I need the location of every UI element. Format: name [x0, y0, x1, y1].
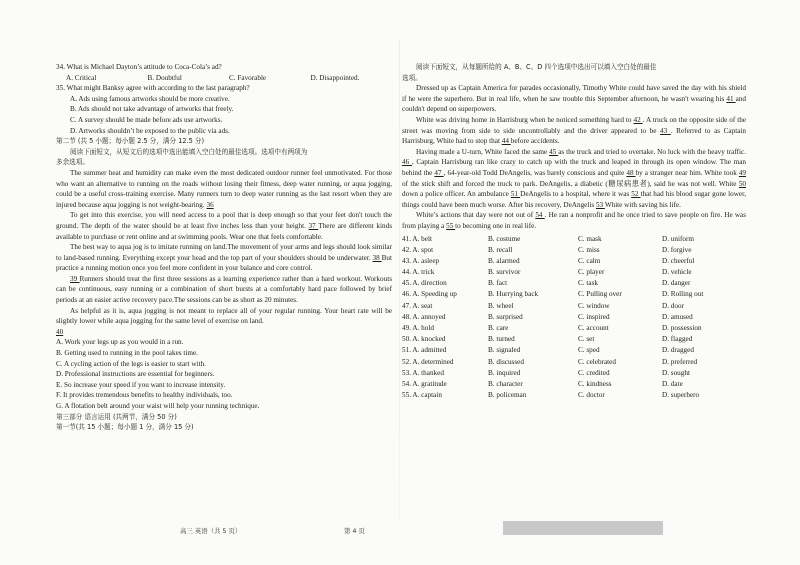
- bank-row-53: 53. A. thanked B. inquired C. credited D. sought: [402, 368, 690, 377]
- redaction-bar: [503, 521, 663, 535]
- left-column: [56, 62, 392, 433]
- blank-50: 50: [738, 179, 747, 188]
- bank-row-41: 41. A. belt B. costume C. mask D. uniform: [402, 234, 694, 243]
- cloze-instruction-1: 阅读下面短文，从每题所给的 A、B、C、D 四个选项中选出可以填入空白处的最佳: [416, 63, 657, 71]
- section2-heading: 第二节 (共 5 小题；每小题 2.5 分，满分 12.5 分): [56, 137, 205, 146]
- choice-a: A. Work your legs up as you would in a run.: [56, 338, 184, 347]
- blank-43: 43: [660, 126, 671, 135]
- part3-subheading: 第一节(共 15 小题；每小题 1 分，满分 15 分): [56, 423, 194, 432]
- section2-instruction-1: 阅读下面短文，从短文后的选项中选出能填入空白处的最佳选项。选项中有两项为: [70, 147, 308, 156]
- choice-g: G. A flotation belt around your waist will help your running technique.: [56, 402, 260, 410]
- q34-options: [56, 73, 392, 84]
- blank-54: 54: [535, 211, 545, 220]
- section2-instruction-2: 多余选项。: [56, 158, 89, 167]
- bank-row-55: 55. A. captain B. policeman C. doctor D. superhero: [402, 391, 700, 400]
- blank-51: 51: [510, 190, 521, 199]
- bank-row-52: 52. A. determined B. discussed C. celebrated D. preferred: [402, 357, 698, 366]
- q35-option-b: B. Ads should not take advantage of artworks that freely.: [70, 105, 234, 114]
- passage-paragraph-4: 39 Runners should treat the first three sessions as a learning experience rather than a hard workout. Workouts can be continuous, easy running or a combination of short bursts at a comfortably hard pace followed by brief periods at an easier active recovery pace.The sessions can be as short as 20 minutes.: [56, 274, 393, 305]
- blank-47: 47: [434, 168, 444, 177]
- passage-paragraph-3: The best way to aqua jog is to imitate running on land.The movement of your arms and legs should look similar to land-based running. Everything except your head and the top part of your shoulders should be underwater. 38 But practice a running motion once you feel more confident in your balance and core control.: [56, 243, 393, 273]
- bank-row-51: 51. A. admitted B. signaled C. sped D. dragged: [402, 346, 694, 355]
- q34-option-b: B. Doubtful: [147, 73, 182, 82]
- choice-f: F. It provides tremendous benefits to healthy individuals, too.: [56, 391, 233, 400]
- footer-page-number: 第 4 页: [344, 527, 365, 535]
- bank-row-46: 46. A. Speeding up B. Hurrying back C. Pulling over D. Rolling out: [402, 290, 704, 299]
- footer-subject: 高三 英语（共 5 页）: [180, 527, 242, 535]
- passage-paragraph-1: The summer heat and humidity can make even the most dedicated outdoor runner feel unmotivated. For those who want an alternative to running on the roads without losing their fitness, deep water running, or aqua jogging, could be a useful cross-training exercise. Many runners turn to deep water running as the last resort when they are injured because aqua jogging is not weight-bearing. 36: [56, 168, 392, 209]
- blank-36: 36: [206, 200, 214, 209]
- blank-44: 44: [501, 137, 511, 146]
- q34-stem: 34. What is Michael Dayton’s attitude to Coca-Cola’s ad?: [56, 63, 222, 71]
- bank-row-54: 54. A. gratitude B. character C. kindness D. date: [402, 379, 683, 388]
- q35-option-c: C. A survey should be made before ads use artworks.: [70, 115, 223, 124]
- blank-53: 53: [595, 200, 605, 209]
- choice-d: D. Professional instructions are essential for beginners.: [56, 370, 215, 379]
- passage-paragraph-2: To get into this exercise, you will need access to a pool that is deep enough so that your feet don't touch the ground. The depth of the water should be at least five inches less than your height. 37 There are different kinds available to purchase or rent online and at swimming pools. Wear one that feels comfortable.: [56, 211, 393, 241]
- right-column: [402, 62, 746, 401]
- blank-46: 46: [402, 158, 412, 167]
- q35-stem: 35. What might Banksy agree with according to the last paragraph?: [56, 84, 250, 93]
- part3-heading: 第三部分 语言运用 (共两节，满分 50 分): [56, 412, 177, 421]
- bank-row-45: 45. A. direction B. fact C. task D. danger: [402, 279, 691, 288]
- q35-option-d: D. Artworks shouldn’t be exposed to the public via ads.: [70, 126, 230, 135]
- blank-40: 40: [56, 327, 64, 336]
- bank-row-50: 50. A. knocked B. turned C. set D. flagged: [402, 335, 693, 344]
- cloze-paragraph-3: Having made a U-turn, White faced the same 45 as the truck and tried to overtake. No luck with the heavy traffic. 46 , Captain Harrisburg ran like crazy to catch up with the truck and leaped in through its open window. The man behind the 47 , 64-year-old Todd DeAngelis, was barely conscious and quite 48 by a stranger near him. White took 49 of the stick shift and forced the truck to park. DeAngelis, a diabetic (糖尿病患者), said he was not well. White 50 down a police officer. An ambulance 51 DeAngelis to a hospital, where it was 52 that had his blood sugar gone lower, things could have been much worse. After his recovery, DeAngelis 53 White with saving his life.: [402, 147, 747, 209]
- bank-row-43: 43. A. asleep B. alarmed C. calm D. cheerful: [402, 256, 695, 265]
- blank-48: 48: [626, 168, 636, 177]
- q35-option-a: A. Ads using famous artworks should be more creative.: [70, 94, 230, 103]
- cloze-paragraph-2: White was driving home in Harrisburg when he noticed something hard to 42 . A truck on the opposite side of the street was moving from side to side uncontrollably and the driver appeared to be 43 . Referred to as Captain Harrisburg, White had to stop that 44 before accidents.: [402, 115, 746, 146]
- passage-paragraph-5: As helpful as it is, aqua jogging is not meant to replace all of your regular running. Your heart rate will be slightly lower while aqua jogging for the same level of exercise on land.: [56, 306, 392, 326]
- choice-e: E. So increase your speed if you want to increase intensity.: [56, 380, 226, 389]
- bank-row-49: 49. A. hold B. care C. account D. possession: [402, 324, 702, 332]
- q34-option-a: A. Critical: [66, 73, 97, 82]
- cloze-instruction-2: 选项。: [402, 73, 422, 82]
- page-fold-divider: [399, 40, 400, 520]
- blank-39: 39: [70, 274, 80, 283]
- q34-option-d: D. Disappointed.: [310, 73, 360, 82]
- option-bank: [402, 234, 746, 402]
- choice-b: B. Getting used to running in the pool takes time.: [56, 349, 198, 358]
- blank-52: 52: [631, 190, 641, 199]
- blank-38: 38: [372, 253, 382, 262]
- q34-option-c: C. Favorable: [229, 73, 267, 82]
- bank-row-44: 44. A. trick B. survivor C. player D. vehicle: [402, 268, 692, 277]
- blank-55: 55: [446, 221, 456, 230]
- blank-41: 41: [726, 94, 736, 103]
- cloze-paragraph-1: Dressed up as Captain America for parades occasionally, Timothy White could have saved the day with his shield if he were the superhero. But in real life, when he saw trouble this September afternoon, he wasn't wearing his 41 and couldn't depend on superpowers.: [402, 84, 747, 114]
- choice-c: C. A cycling action of the legs is easier to start with.: [56, 359, 206, 368]
- bank-row-48: 48. A. annoyed B. surprised C. inspired D. amused: [402, 312, 693, 321]
- blank-45: 45: [549, 147, 559, 156]
- blank-49: 49: [738, 168, 747, 177]
- blank-37: 37: [308, 221, 319, 230]
- bank-row-42: 42. A. spot B. recall C. miss D. forgive: [402, 245, 692, 254]
- cloze-paragraph-4: White’s actions that day were not out of 54 . He ran a nonprofit and he once tried to save people on fire. He was from playing a 55 to becoming one in real life.: [402, 211, 746, 230]
- blank-42: 42: [633, 115, 643, 124]
- bank-row-47: 47. A. seat B. wheel C. window D. door: [402, 301, 684, 310]
